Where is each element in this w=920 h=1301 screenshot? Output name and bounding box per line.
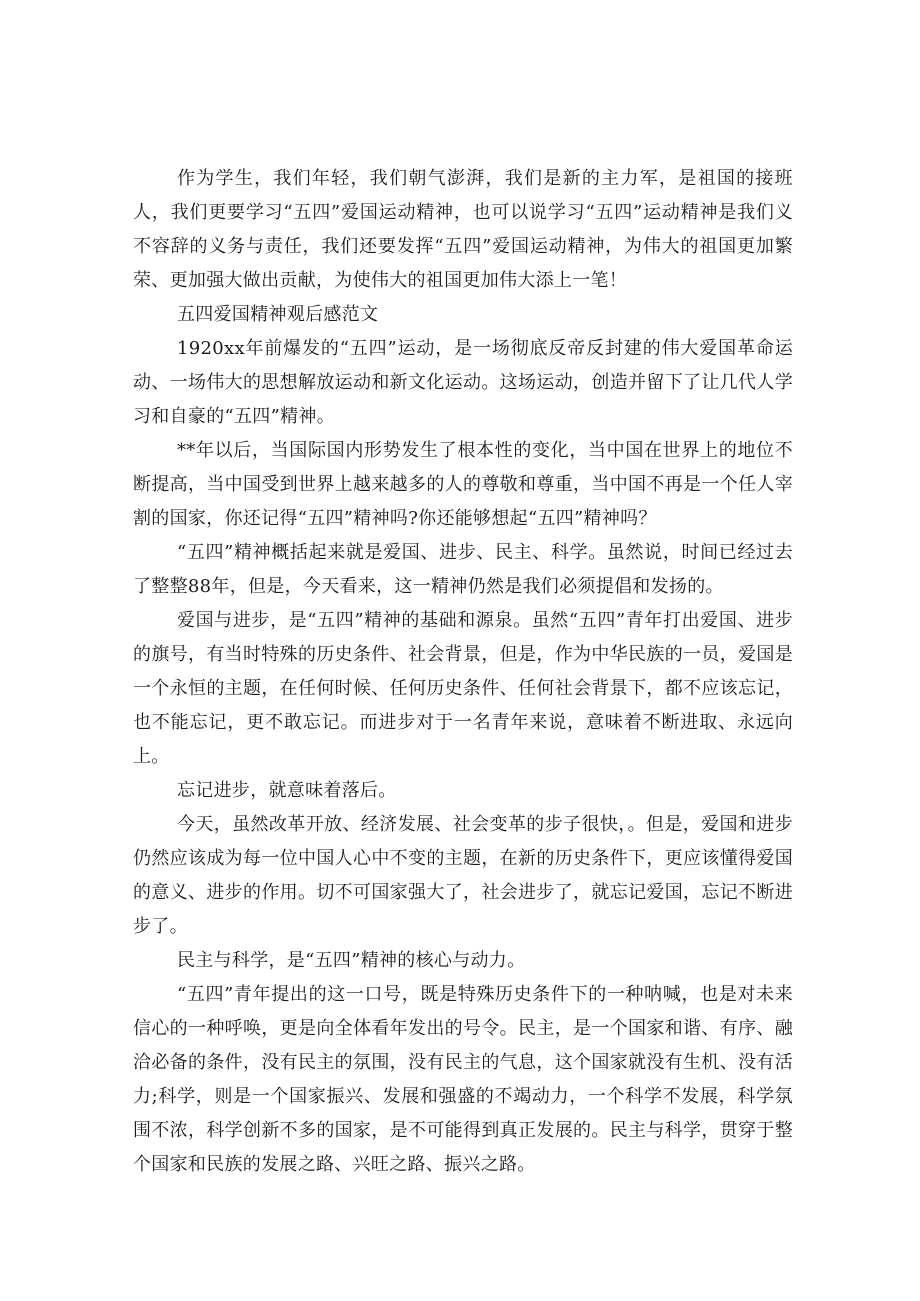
paragraph-slogan: “五四”青年提出的这一口号，既是特殊历史条件下的一种呐喊，也是对未来信心的一种呼唤，更是向全体看年发出的号令。民主，是一个国家和谐、有序、融洽必备的条件，没有民主的氛围，没有民主的气息，这个国家就没有生机、没有活力;科学，则是一个国家振兴、发展和强盛的不竭动力，一个科学不发展，科学氛围不浓，科学创新不多的国家，是不可能得到真正发展的。民主与科学，贯穿于整个国家和民族的发展之路、兴旺之路、振兴之路。 <box>133 984 793 1175</box>
paragraph-student-duty: 作为学生，我们年轻，我们朝气澎湃，我们是新的主力军，是祖国的接班人，我们更要学习“五四”爱国运动精神，也可以说学习“五四”运动精神是我们义不容辞的义务与责任，我们还要发挥“五四”爱国运动精神，为伟大的祖国更加繁荣、更加强大做出贡献，为使伟大的祖国更加伟大添上一笔！ <box>133 168 793 291</box>
document-body <box>133 162 793 1182</box>
paragraph-today: 今天，虽然改革开放、经济发展、社会变革的步子很快，。但是，爱国和进步仍然应该成为每一位中国人心中不变的主题，在新的历史条件下，更应该懂得爱国的意义、进步的作用。切不可国家强大了，社会进步了，就忘记爱国，忘记不断进步了。 <box>133 814 793 937</box>
paragraph-spirit-summary: “五四”精神概括起来就是爱国、进步、民主、科学。虽然说，时间已经过去了整整88年，但是，今天看来，这一精神仍然是我们必须提倡和发扬的。 <box>133 542 793 597</box>
section-title: 五四爱国精神观后感范文 <box>177 304 379 325</box>
paragraph-may-fourth-movement: 1920xx年前爆发的“五四”运动，是一场彻底反帝反封建的伟大爱国革命运动、一场伟大的思想解放运动和新文化运动。这场运动，创造并留下了让几代人学习和自豪的“五四”精神。 <box>133 338 793 427</box>
paragraph-forget-progress: 忘记进步，就意味着落后。 <box>177 780 397 801</box>
paragraph-changed-situation: **年以后，当国际国内形势发生了根本性的变化，当中国在世界上的地位不断提高，当中国受到世界上越来越多的人的尊敬和尊重，当中国不再是一个任人宰割的国家，你还记得“五四”精神吗?你还能够想起“五四”精神吗？ <box>133 440 793 529</box>
paragraph-democracy-science: 民主与科学，是“五四”精神的核心与动力。 <box>177 950 526 971</box>
paragraph-patriotism-progress: 爱国与进步，是“五四”精神的基础和源泉。虽然“五四”青年打出爱国、进步的旗号，有当时特殊的历史条件、社会背景，但是，作为中华民族的一员，爱国是一个永恒的主题，在任何时候、任何历史条件、任何社会背景下，都不应该忘记，也不能忘记，更不敢忘记。而进步对于一名青年来说，意味着不断进取、永远向上。 <box>133 610 793 767</box>
